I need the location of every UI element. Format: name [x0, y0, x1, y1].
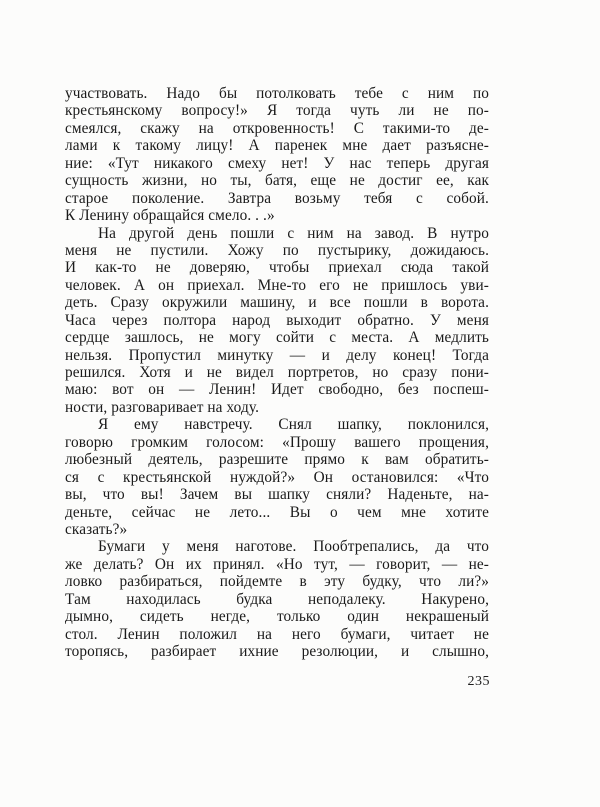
text-line: ловко разбираться, пойдемте в эту будку, что ли?»: [65, 573, 489, 591]
text-line: любезный деятель, разрешите прямо к вам обратить-: [65, 451, 489, 469]
text-line: старое поколение. Завтра возьму тебя с собой.: [65, 189, 489, 207]
text-line: И как-то не доверяю, чтобы приехал сюда такой: [65, 259, 489, 277]
text-line: меня не пустили. Хожу по пустырику, дожидаюсь.: [65, 241, 489, 259]
text-line: деньте, сейчас не лето... Вы о чем мне хотите: [65, 503, 489, 521]
text-line: решился. Хотя и не видел портретов, но сразу пони-: [65, 364, 489, 381]
text-line: участвовать. Надо бы потолковать тебе с ним по: [65, 85, 489, 102]
text-line: сердце зашлось, не могу сойти с места. А медлить: [65, 329, 489, 347]
text-line: дымно, сидеть негде, только один некрашеный: [65, 608, 489, 626]
text-line: человек. А он приехал. Мне-то его не пришлось уви-: [65, 276, 489, 294]
text-line: нельзя. Пропустил минутку — и делу конец! Тогда: [65, 346, 489, 364]
text-line: торопясь, разбирает ихние резолюции, и слышно,: [65, 643, 489, 660]
text-line: деть. Сразу окружили машину, и все пошли в ворота.: [65, 294, 489, 312]
text-line: крестьянскому вопросу!» Я тогда чуть ли не по-: [65, 102, 489, 120]
text-line: ся с крестьянской нуждой?» Он остановился: «Что: [65, 468, 489, 486]
text-line: Часа через полтора народ выходит обратно. У меня: [65, 311, 489, 329]
text-line: Бумаги у меня наготове. Пообтрепались, да что: [98, 538, 489, 556]
text-line: сказать?»: [65, 520, 128, 538]
text-line: На другой день пошли с ним на завод. В нутро: [98, 224, 489, 242]
text-line: лами к такому лицу! А паренек мне дает разъясне-: [65, 137, 489, 155]
page-number: 235: [467, 674, 490, 689]
text-line: ние: «Тут никакого смеху нет! У нас теперь другая: [65, 154, 489, 172]
text-line: сущность жизни, но ты, батя, еще не достиг ее, как: [65, 172, 489, 190]
text-line: Я ему навстречу. Снял шапку, поклонился,: [98, 416, 489, 434]
text-line: стол. Ленин положил на него бумаги, читает не: [65, 625, 489, 643]
page-text: [65, 85, 489, 660]
text-line: вы, что вы! Зачем вы шапку сняли? Наденьте, на-: [65, 486, 489, 504]
text-line: маю: вот он — Ленин! Идет свободно, без поспеш-: [65, 381, 489, 399]
text-line: К Ленину обращайся смело. . .»: [65, 207, 275, 225]
text-line: смеялся, скажу на откровенность! С такими-то де-: [65, 119, 489, 137]
text-line: ности, разговаривает на ходу.: [65, 398, 259, 416]
text-line: говорю громким голосом: «Прошу вашего прощения,: [65, 433, 489, 451]
text-line: Там находилась будка неподалеку. Накурено,: [65, 590, 489, 608]
text-line: же делать? Он их принял. «Но тут, — говорит, — не-: [65, 555, 489, 573]
